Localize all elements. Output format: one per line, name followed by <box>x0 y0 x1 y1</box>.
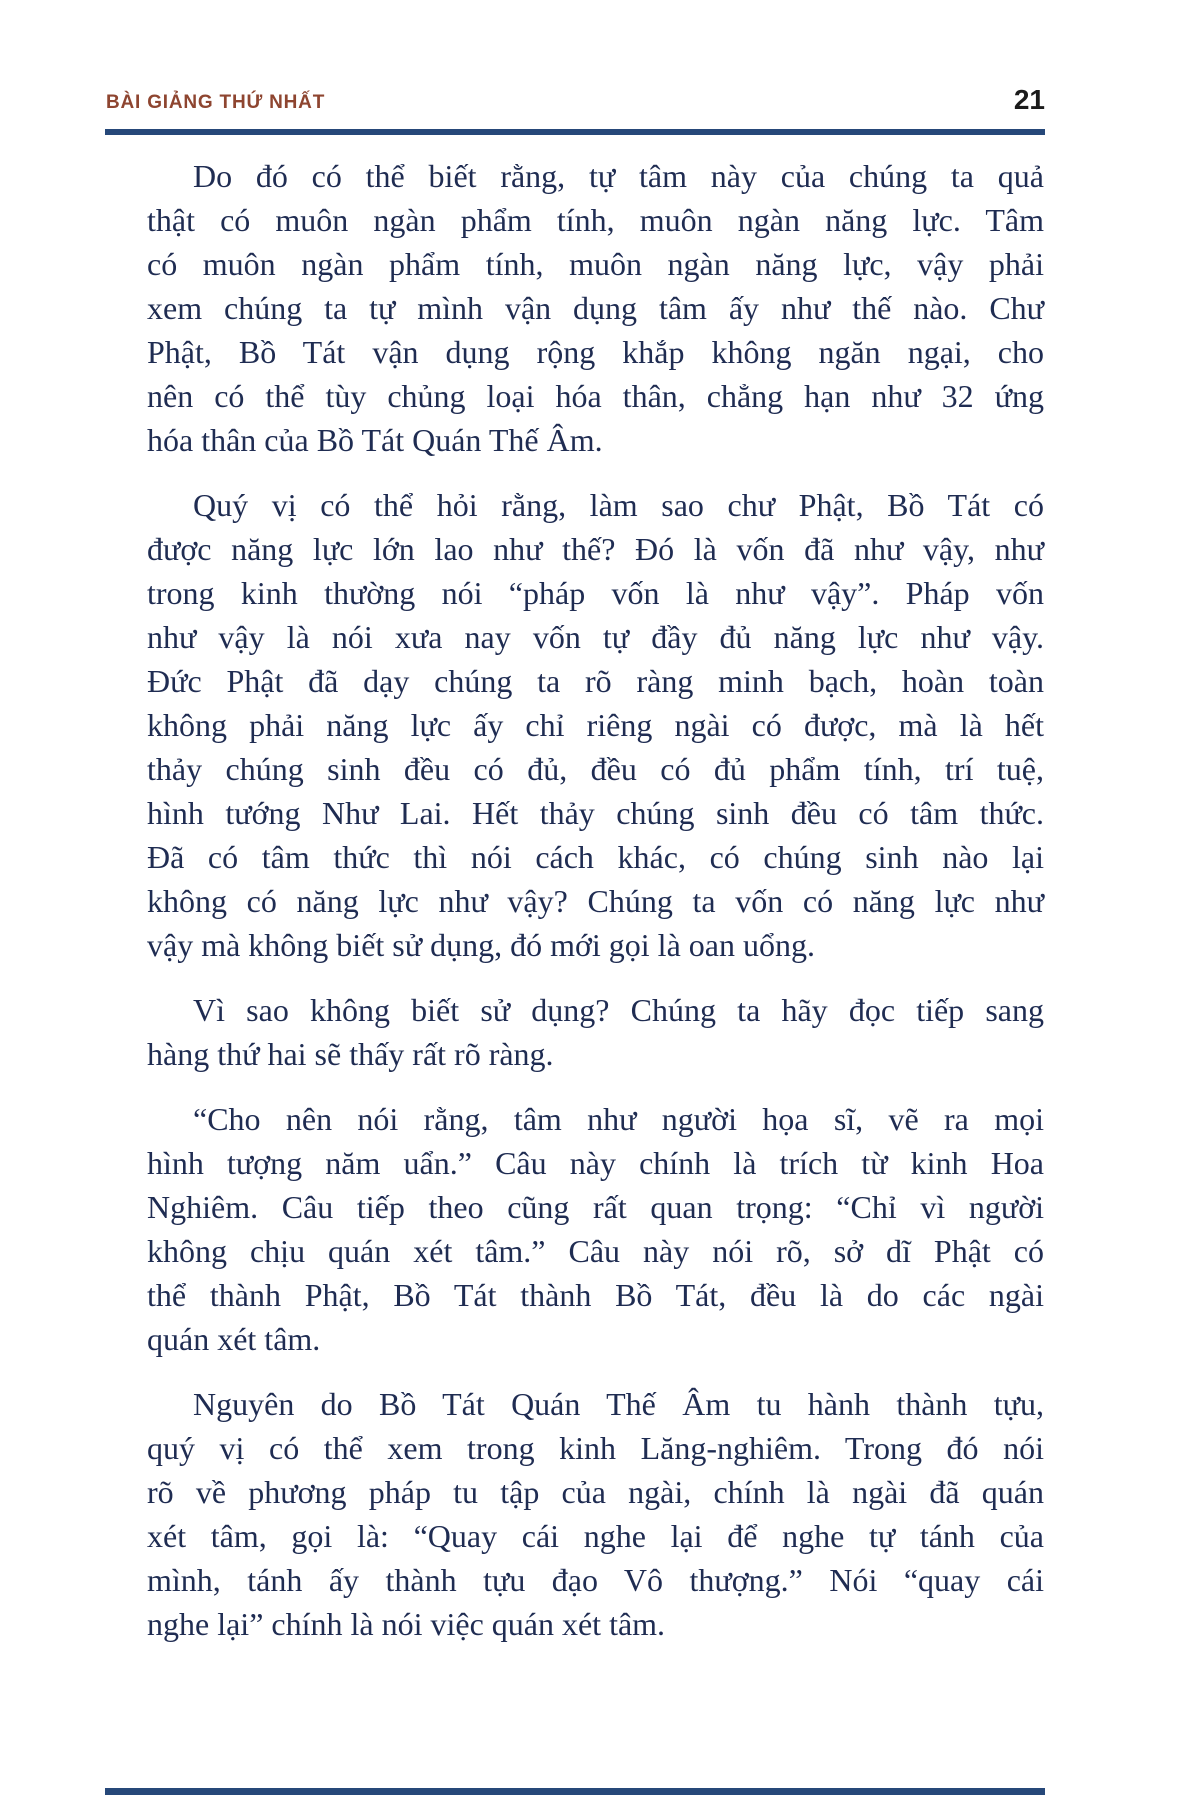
text-line: mình, tánh ấy thành tựu đạo Vô thượng.” Nói “quay cái <box>147 1562 1044 1598</box>
text-line: nghe lại” chính là nói việc quán xét tâm. <box>147 1606 666 1642</box>
chapter-header: BÀI GIẢNG THỨ NHẤT <box>106 92 326 113</box>
text-line: hàng thứ hai sẽ thấy rất rõ ràng. <box>147 1036 554 1072</box>
text-line: xét tâm, gọi là: “Quay cái nghe lại để nghe tự tánh của <box>147 1518 1044 1554</box>
text-line: xem chúng ta tự mình vận dụng tâm ấy như thế nào. Chư <box>147 290 1044 326</box>
text-line: Do đó có thể biết rằng, tự tâm này của chúng ta quả <box>193 158 1044 194</box>
text-line: Nguyên do Bồ Tát Quán Thế Âm tu hành thành tựu, <box>193 1386 1044 1422</box>
text-line: quý vị có thể xem trong kinh Lăng-nghiêm. Trong đó nói <box>147 1430 1044 1466</box>
header-rule-divider <box>105 129 1045 135</box>
paragraph <box>147 154 1044 462</box>
text-line: hóa thân của Bồ Tát Quán Thế Âm. <box>147 422 603 458</box>
text-line: Đã có tâm thức thì nói cách khác, có chúng sinh nào lại <box>147 839 1044 875</box>
text-line: trong kinh thường nói “pháp vốn là như vậy”. Pháp vốn <box>147 575 1044 611</box>
text-line: Đức Phật đã dạy chúng ta rõ ràng minh bạch, hoàn toàn <box>147 663 1044 699</box>
text-line: như vậy là nói xưa nay vốn tự đầy đủ năng lực như vậy. <box>147 619 1044 655</box>
page-number: 21 <box>1013 84 1045 115</box>
text-line: thật có muôn ngàn phẩm tính, muôn ngàn năng lực. Tâm <box>147 202 1044 238</box>
text-line: Nghiêm. Câu tiếp theo cũng rất quan trọng: “Chỉ vì người <box>147 1189 1044 1225</box>
text-line: hình tướng Như Lai. Hết thảy chúng sinh đều có tâm thức. <box>147 795 1044 831</box>
page-body <box>147 154 1044 1646</box>
text-line: nên có thể tùy chủng loại hóa thân, chẳng hạn như 32 ứng <box>147 378 1044 414</box>
text-line: có muôn ngàn phẩm tính, muôn ngàn năng lực, vậy phải <box>147 246 1044 282</box>
footer-rule-divider <box>105 1788 1045 1795</box>
running-head <box>106 84 1045 114</box>
text-line: Vì sao không biết sử dụng? Chúng ta hãy đọc tiếp sang <box>193 992 1044 1028</box>
text-line: rõ về phương pháp tu tập của ngài, chính là ngài đã quán <box>147 1474 1044 1510</box>
paragraph <box>147 1382 1044 1646</box>
text-line: không phải năng lực ấy chỉ riêng ngài có được, mà là hết <box>147 707 1044 743</box>
text-line: thể thành Phật, Bồ Tát thành Bồ Tát, đều là do các ngài <box>147 1277 1044 1313</box>
text-line: quán xét tâm. <box>147 1321 321 1357</box>
text-line: không chịu quán xét tâm.” Câu này nói rõ, sở dĩ Phật có <box>147 1233 1044 1269</box>
paragraph <box>147 1097 1044 1361</box>
text-line: được năng lực lớn lao như thế? Đó là vốn đã như vậy, như <box>147 531 1044 567</box>
text-line: vậy mà không biết sử dụng, đó mới gọi là oan uổng. <box>147 927 815 963</box>
text-line: “Cho nên nói rằng, tâm như người họa sĩ, vẽ ra mọi <box>193 1101 1044 1137</box>
text-line: không có năng lực như vậy? Chúng ta vốn có năng lực như <box>147 883 1044 919</box>
paragraph <box>147 988 1044 1076</box>
paragraph <box>147 483 1044 967</box>
text-line: hình tượng năm uẩn.” Câu này chính là trích từ kinh Hoa <box>147 1145 1044 1181</box>
text-line: Phật, Bồ Tát vận dụng rộng khắp không ngăn ngại, cho <box>147 334 1044 370</box>
text-line: Quý vị có thể hỏi rằng, làm sao chư Phật, Bồ Tát có <box>193 487 1044 523</box>
text-line: thảy chúng sinh đều có đủ, đều có đủ phẩm tính, trí tuệ, <box>147 751 1044 787</box>
